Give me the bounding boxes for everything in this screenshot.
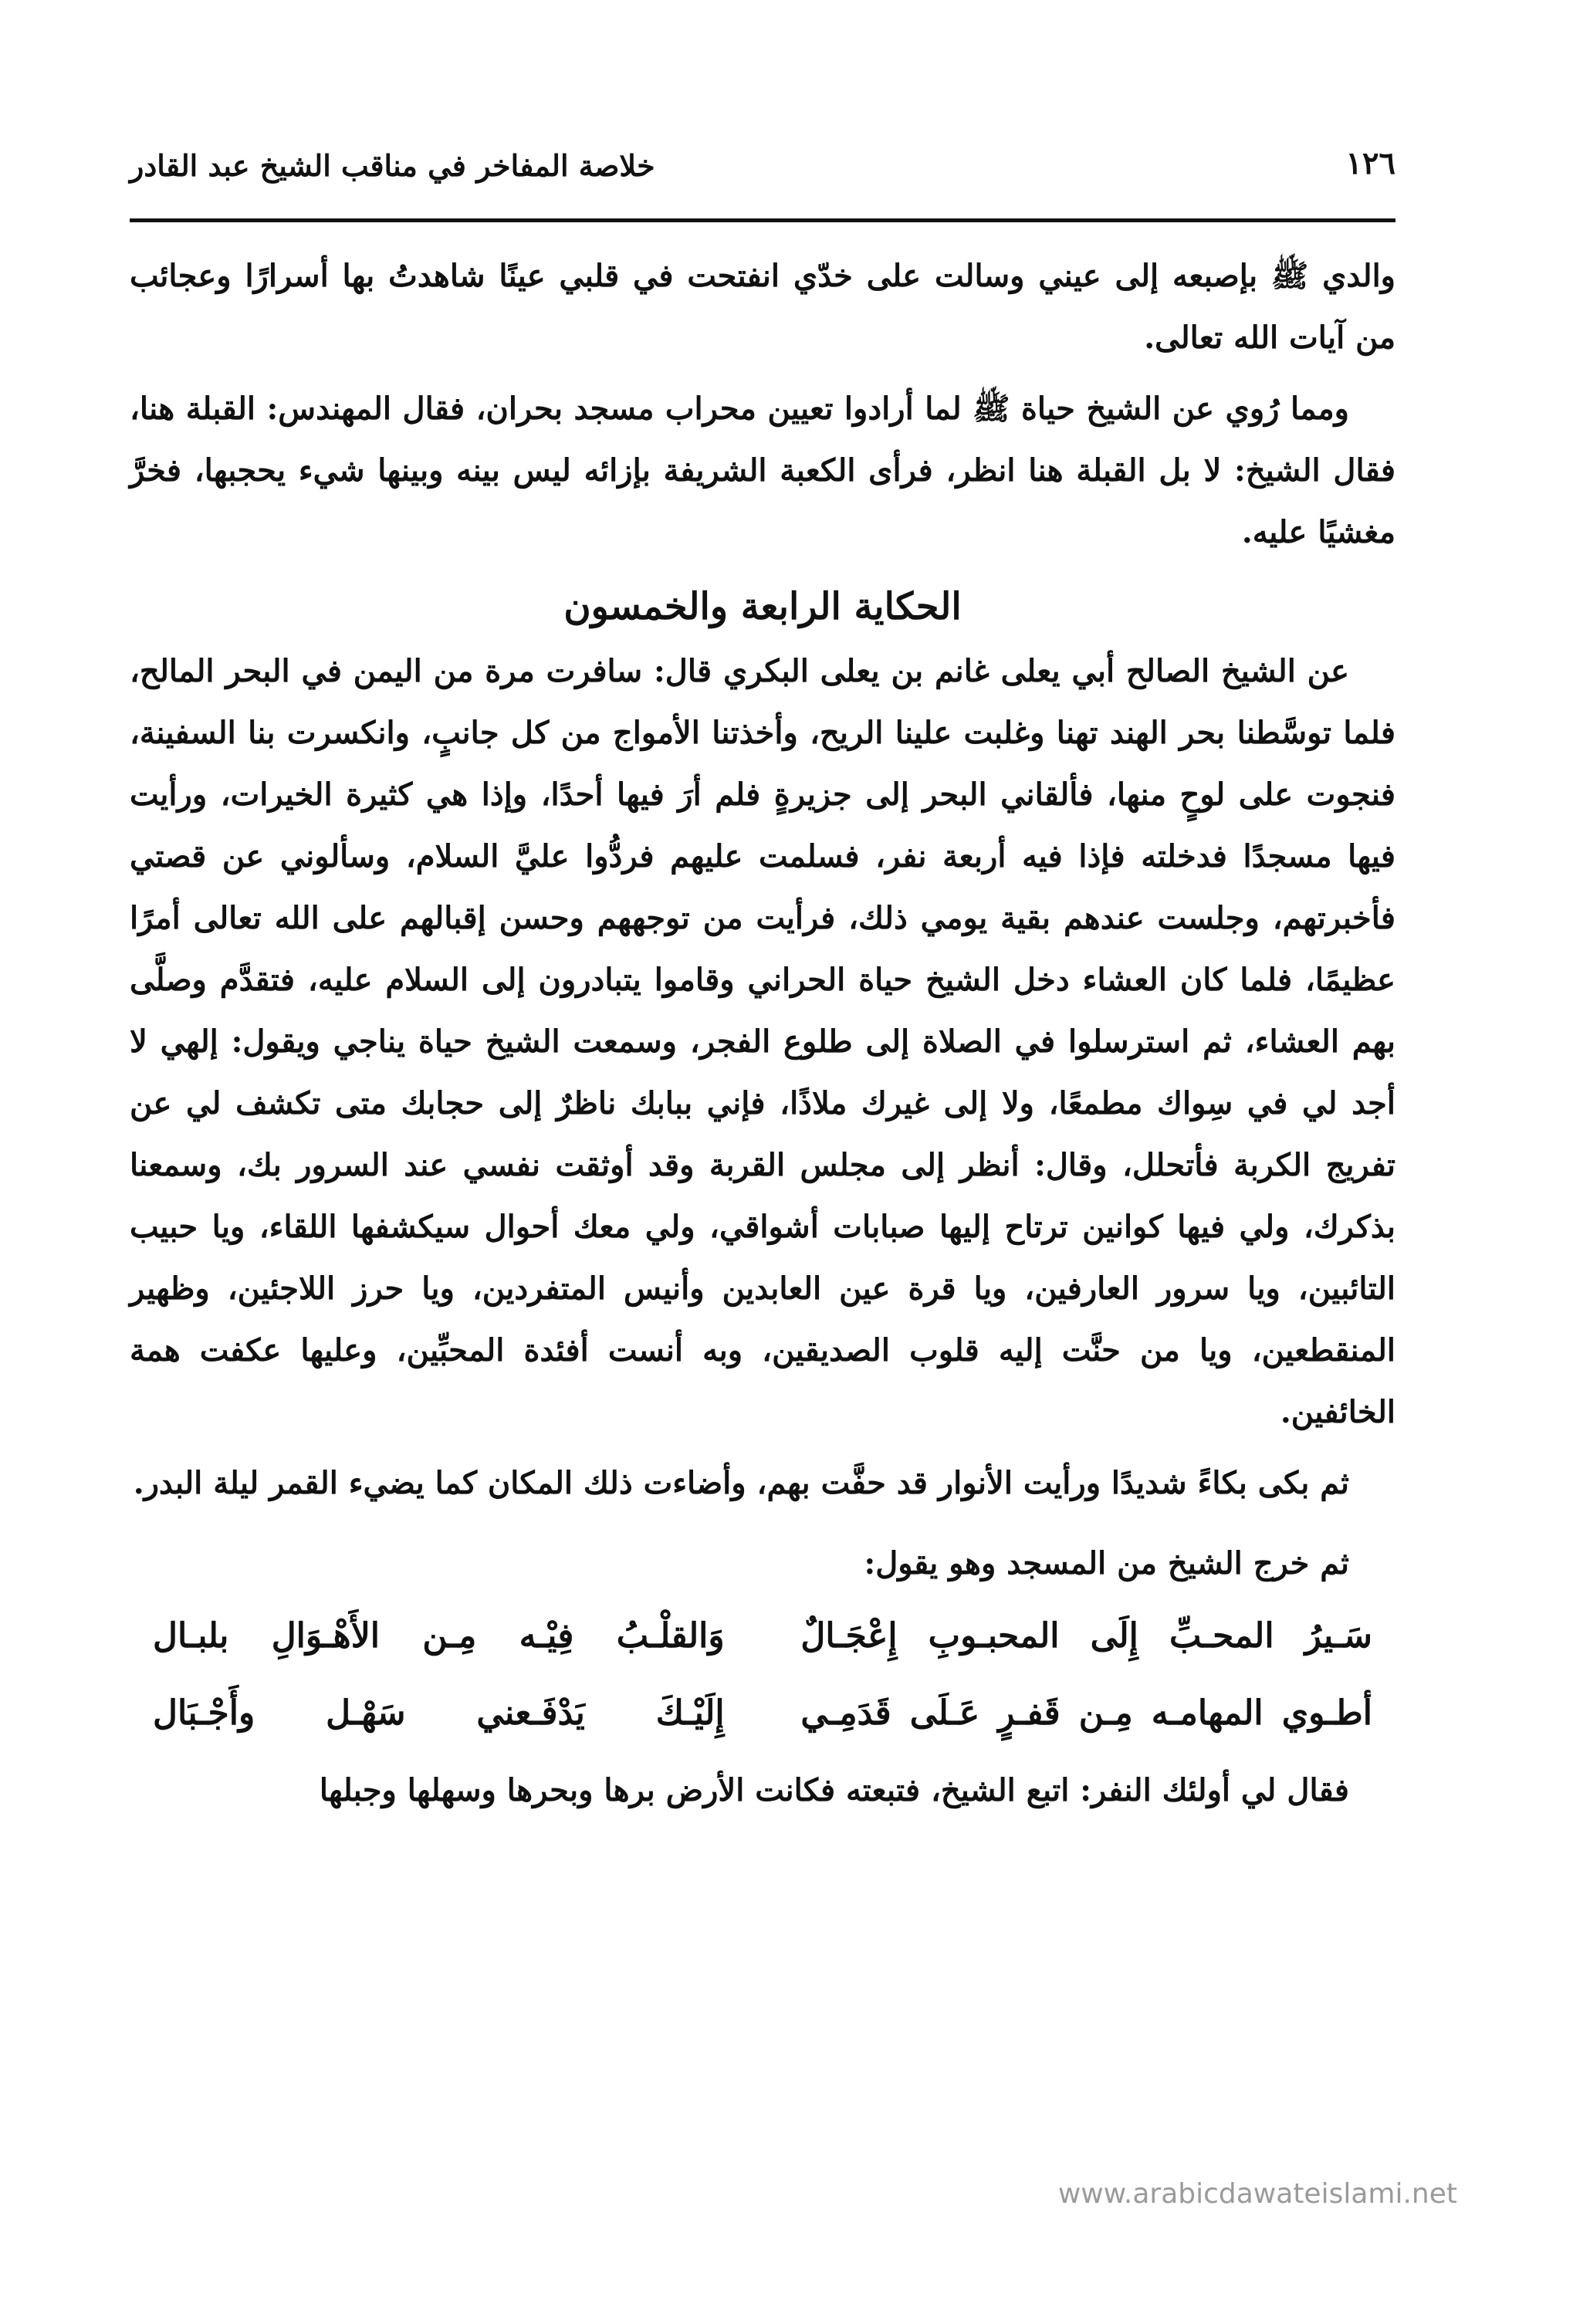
verse-hemistich: إِلَيْـكَ يَدْفَـعني سَهْـل وأَجْـبَال	[153, 1693, 725, 1733]
header-rule	[130, 218, 1395, 222]
paragraph-continuation: والدي ﷺ بإصبعه إلى عيني وسالت على خدّي انفتحت في قلبي عينًا شاهدتُ بها أسرارًا وعجائب من آيات الله تعالى.	[130, 258, 1395, 356]
page-number: ١٢٦	[1345, 145, 1395, 181]
verse-hemistich: وَالقلْـبُ فِيْـه مِـن الأَهْـوَالِ بلبـال	[153, 1616, 725, 1656]
verse-intro: ثم خرج الشيخ من المسجد وهو يقول:	[864, 1545, 1349, 1581]
verse-hemistich: أطـوي المهامـه مِـن قَفـرٍ عَـلَى قَدَمِـي	[800, 1693, 1372, 1733]
running-title: خلاصة المفاخر في مناقب الشيخ عبد القادر	[130, 148, 655, 183]
page-body	[130, 245, 1395, 1831]
paragraph: ومما رُوي عن الشيخ حياة ﷺ لما أرادوا تعيين محراب مسجد بحران، فقال المهندس: القبلة هنا، فقال الشيخ: لا بل القبلة هنا انظر، فرأى الكعبة الشريفة بإزائه ليس بينه وبينها شيء يحجبها، فخرَّ مغشيًا عليه.	[130, 391, 1395, 550]
poem-verse	[130, 1683, 1395, 1744]
poem-verse	[130, 1605, 1395, 1667]
page-header	[130, 137, 1395, 202]
paragraph: عن الشيخ الصالح أبي يعلى غانم بن يعلى البكري قال: سافرت مرة من اليمن في البحر المالح، فلما توسَّطنا بحر الهند تهنا وغلبت علينا الريح، وأخذتنا الأمواج من كل جانبٍ، وانكسرت بنا السفينة، فنجوت على لوحٍ منها، فألقاني البحر إلى جزيرةٍ فلم أرَ فيها أحدًا، وإذا هي كثيرة الخيرات، ورأيت فيها مسجدًا فدخلته فإذا فيه أربعة نفر، فسلمت عليهم فردُّوا عليَّ السلام، وسألوني عن قصتي فأخبرتهم، وجلست عندهم بقية يومي ذلك، فرأيت من توجههم وحسن إقبالهم على الله تعالى أمرًا عظيمًا، فلما كان العشاء دخل الشيخ حياة الحراني وقاموا يتبادرون إلى السلام عليه، فتقدَّم وصلَّى بهم العشاء، ثم استرسلوا في الصلاة إلى طلوع الفجر، وسمعت الشيخ حياة يناجي ويقول: إلهي لا أجد لي في سِواك مطمعًا، ولا إلى غيرك ملاذًا، فإني ببابك ناظرٌ إلى حجابك متى تكشف لي عن تفريج الكربة فأتحلل، وقال: أنظر إلى مجلس القربة وقد أوثقت نفسي عند السرور بك، وسمعنا بذكرك، ولي فيها كوانين ترتاح إليها صبابات أشواقي، ولي معك أحوال سيكشفها اللقاء، ويا حبيب التائبين، ويا سرور العارفين، ويا قرة عين العابدين وأنيس المتفردين، ويا حرز اللاجئين، وظهير المنقطعين، ويا من حنَّت إليه قلوب الصديقين، وبه أنست أفئدة المحبِّين، وعليها عكفت همة الخائفين.	[130, 653, 1395, 1430]
section-heading: الحكاية الرابعة والخمسون	[563, 585, 962, 628]
paragraph: ثم بكى بكاءً شديدًا ورأيت الأنوار قد حفَّت بهم، وأضاءت ذلك المكان كما يضيء القمر ليلة البدر.	[133, 1465, 1349, 1501]
watermark-url: www.arabicdawateislami.net	[1057, 2178, 1457, 2210]
verse-hemistich: سَـيرُ المحـبِّ إِلَى المحبـوبِ إِعْجَـالٌ	[800, 1616, 1372, 1656]
paragraph: فقال لي أولئك النفر: اتبع الشيخ، فتبعته فكانت الأرض برها وبحرها وسهلها وجبلها	[319, 1772, 1349, 1808]
